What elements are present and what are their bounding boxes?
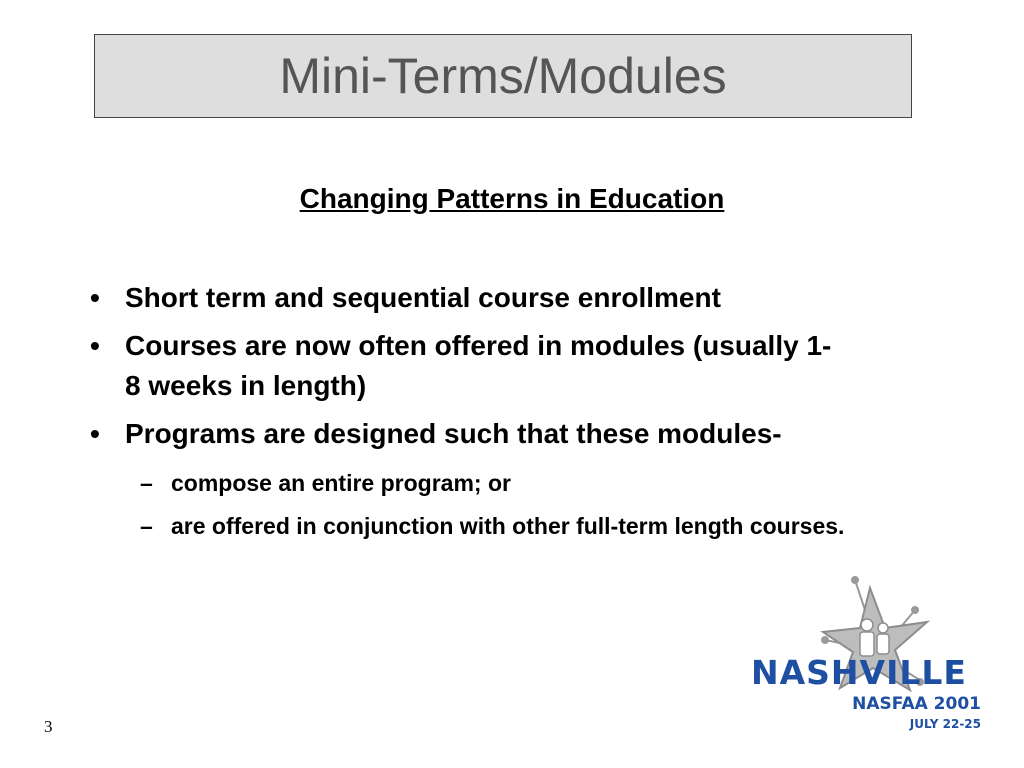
bullet-item <box>84 414 964 454</box>
sub-bullet-dash: – <box>140 470 153 496</box>
bullet-dot: • <box>90 330 100 361</box>
sub-bullet-dash: – <box>140 513 153 539</box>
bullet-text: Courses are now often offered in modules (usually 1- 8 weeks in length) <box>125 330 832 401</box>
bullet-list <box>84 278 964 462</box>
bullet-dot: • <box>90 282 100 313</box>
sub-bullet-list <box>140 467 920 553</box>
sub-bullet-text: are offered in conjunction with other full-term length courses. <box>171 513 845 539</box>
sub-bullet-item <box>140 510 901 542</box>
bullet-item <box>84 326 845 406</box>
bullet-item <box>84 278 964 318</box>
logo-city-text: NASHVILLE <box>751 653 967 692</box>
bullet-text: Short term and sequential course enrollment <box>125 282 721 313</box>
sub-bullet-text: compose an entire program; or <box>171 470 511 496</box>
slide-title: Mini-Terms/Modules <box>279 48 727 104</box>
page-number: 3 <box>44 717 53 736</box>
bullet-text: Programs are designed such that these modules- <box>125 418 782 449</box>
sub-bullet-item <box>140 467 920 499</box>
slide-subtitle: Changing Patterns in Education <box>299 183 725 214</box>
bullet-dot: • <box>90 418 100 449</box>
logo-event-text: NASFAA 2001 <box>852 694 981 714</box>
nasfaa-logo <box>745 570 985 740</box>
title-box <box>94 34 912 118</box>
logo-date-text: JULY 22-25 <box>909 717 981 731</box>
